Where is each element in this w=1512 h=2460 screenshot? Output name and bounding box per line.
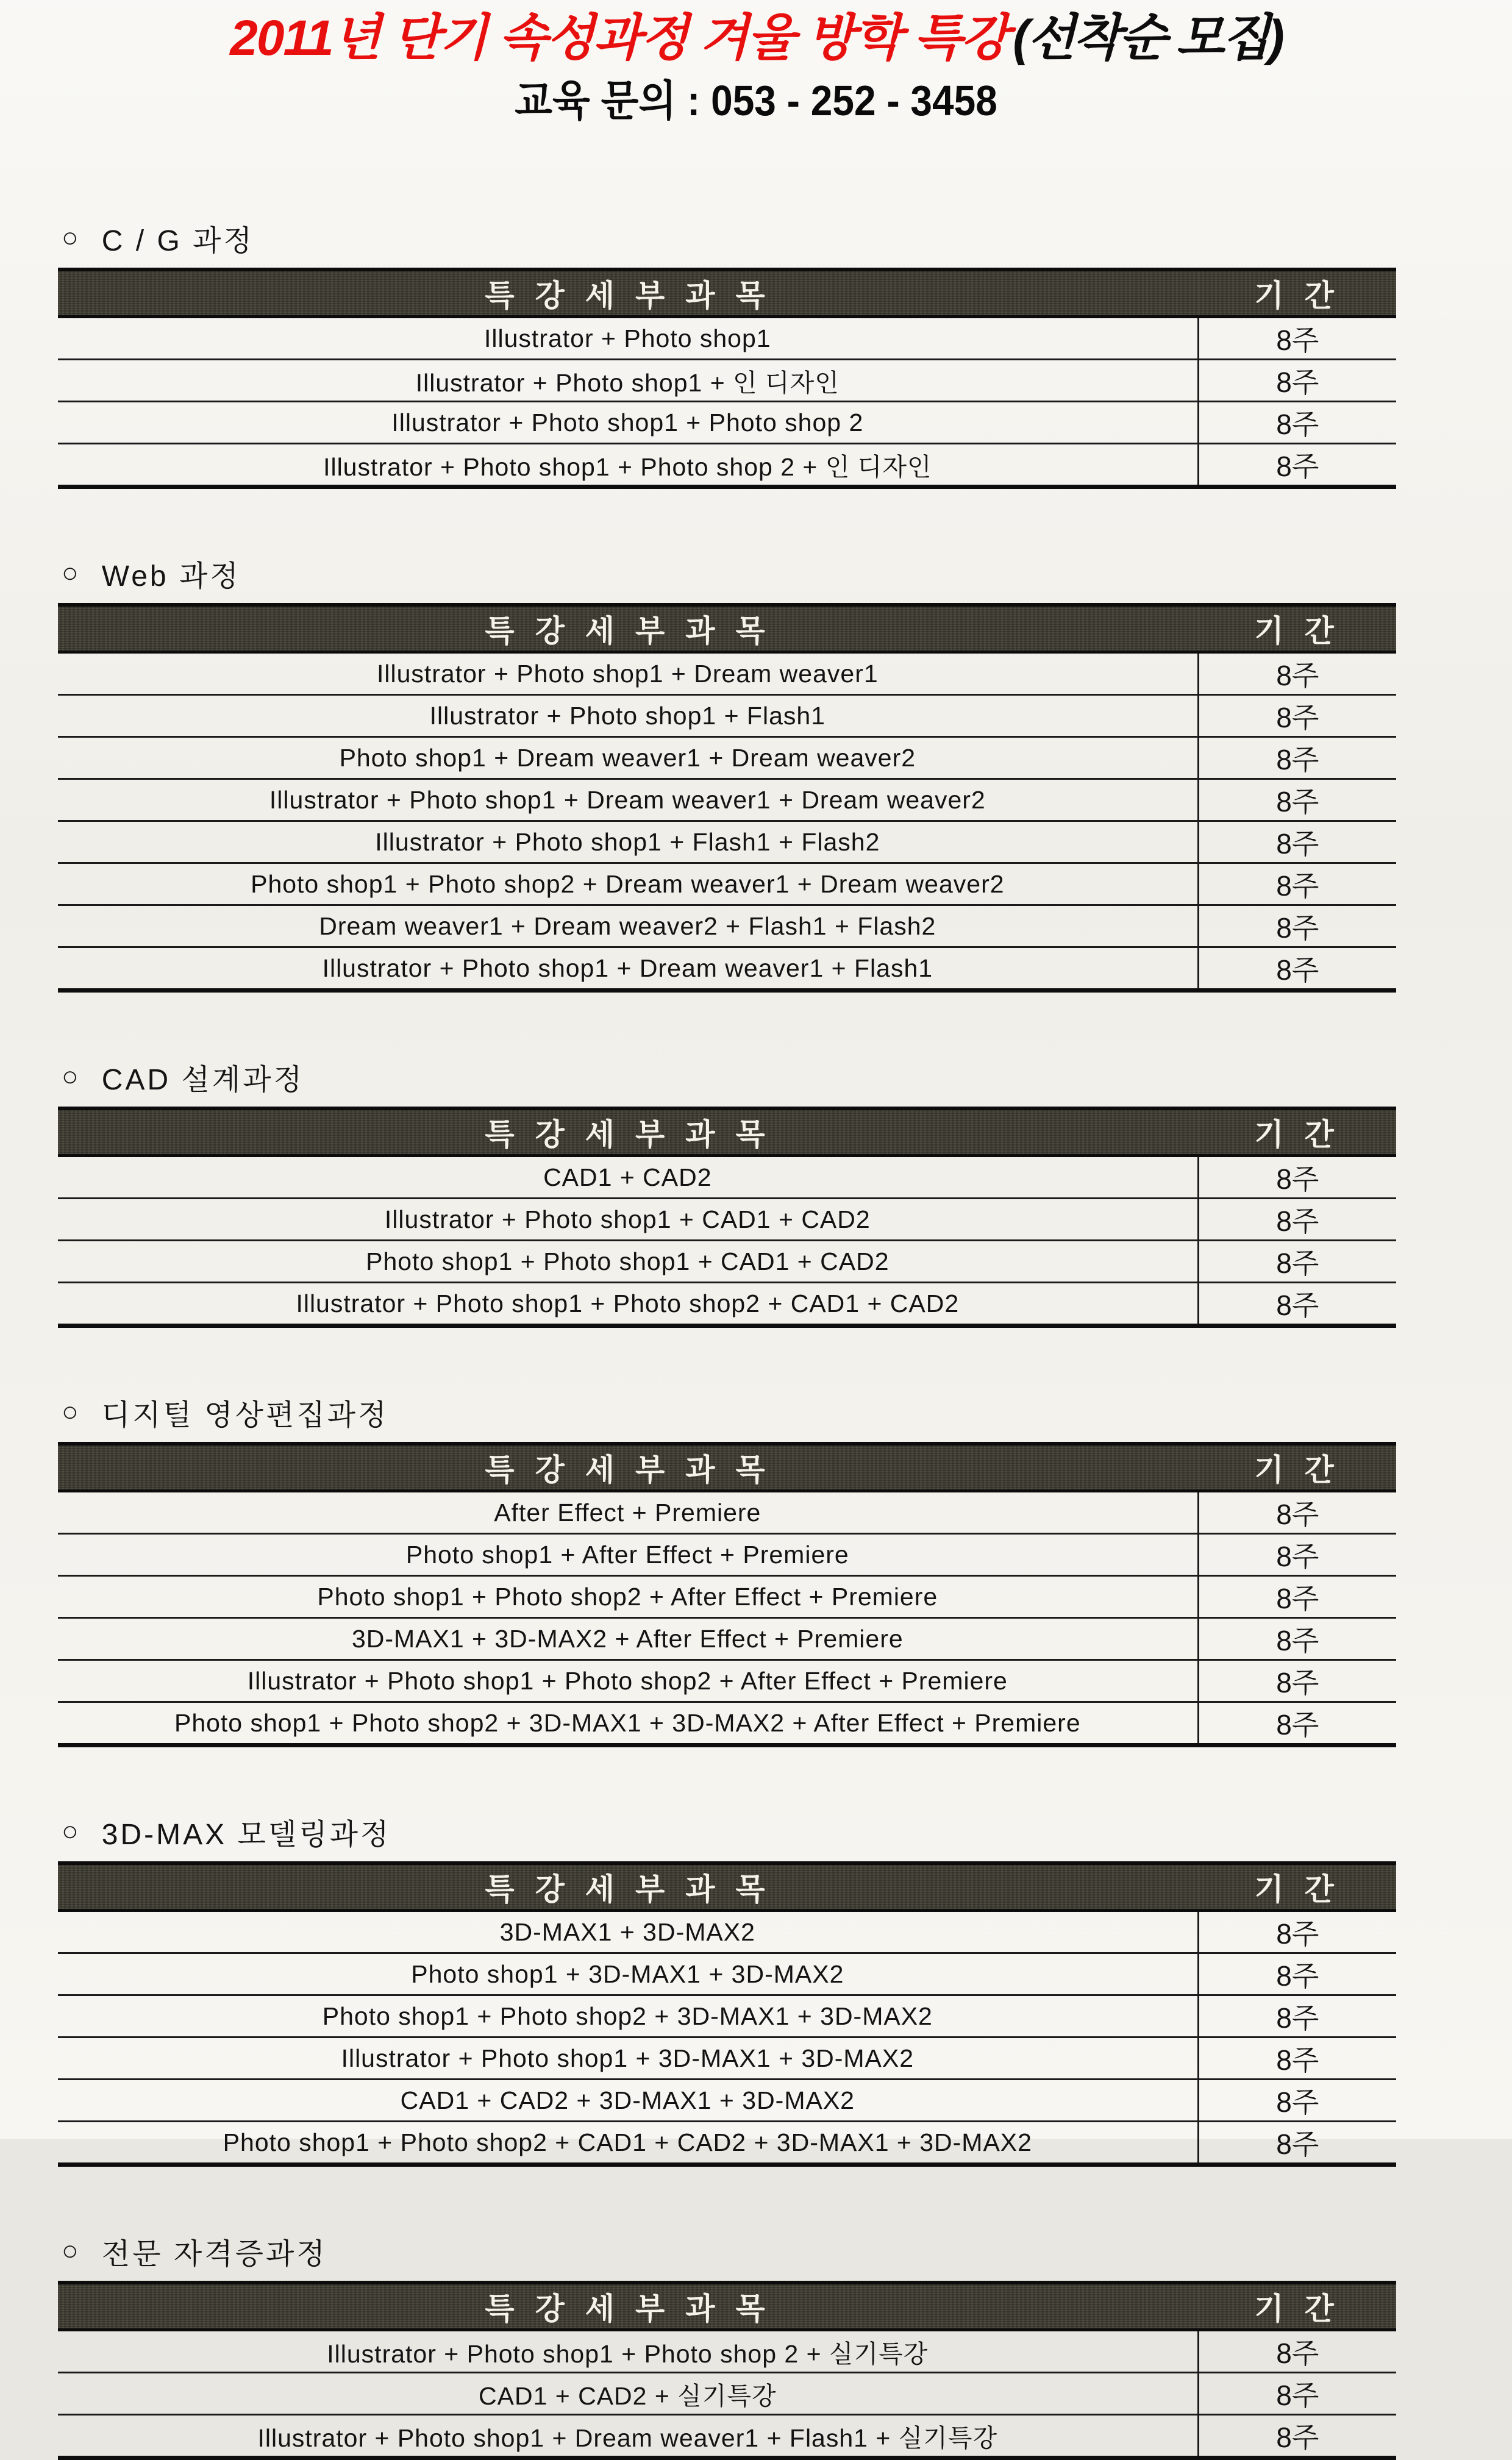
course-section (58, 1391, 1454, 1747)
course-combination-cell: Illustrator + Photo shop1 + Dream weaver1 + Dream weaver2 (58, 779, 1198, 821)
duration-cell: 8주 (1198, 905, 1396, 947)
table-row (58, 1995, 1396, 2038)
course-section (58, 2230, 1454, 2460)
table-row (58, 1491, 1396, 1534)
table-row (58, 905, 1396, 947)
course-table (58, 603, 1396, 993)
course-sections (0, 217, 1454, 2460)
table-row (58, 1241, 1396, 1283)
column-header-subjects: 특 강 세 부 과 목 (58, 605, 1198, 652)
course-combination-cell: Photo shop1 + Photo shop2 + Dream weaver1 + Dream weaver2 (58, 863, 1198, 905)
table-row (58, 695, 1396, 737)
course-combination-cell: Photo shop1 + 3D-MAX1 + 3D-MAX2 (58, 1953, 1198, 1995)
column-header-subjects: 특 강 세 부 과 목 (58, 269, 1198, 317)
course-table (58, 1107, 1396, 1328)
table-row (58, 1156, 1396, 1199)
duration-cell: 8주 (1198, 1995, 1396, 2038)
duration-cell: 8주 (1198, 1576, 1396, 1618)
table-row (58, 2330, 1396, 2373)
course-combination-cell: Photo shop1 + Photo shop2 + After Effect + Premiere (58, 1576, 1198, 1618)
table-body (58, 317, 1396, 487)
table-row (58, 2122, 1396, 2165)
duration-cell: 8주 (1198, 737, 1396, 779)
table-row (58, 1199, 1396, 1241)
table-row (58, 1618, 1396, 1660)
column-header-period: 기 간 (1198, 1863, 1396, 1911)
duration-cell: 8주 (1198, 2122, 1396, 2165)
column-header-subjects: 특 강 세 부 과 목 (58, 1863, 1198, 1911)
section-bullet-icon: ○ (62, 1814, 81, 1847)
duration-cell: 8주 (1198, 821, 1396, 863)
section-bullet-icon: ○ (62, 1395, 81, 1427)
table-row (58, 444, 1396, 487)
course-section (58, 1811, 1454, 2167)
table-row (58, 779, 1396, 821)
duration-cell: 8주 (1198, 1953, 1396, 1995)
duration-cell: 8주 (1198, 402, 1396, 444)
course-combination-cell: Illustrator + Photo shop1 + Photo shop2 + CAD1 + CAD2 (58, 1283, 1198, 1326)
section-bullet-icon: ○ (62, 556, 81, 588)
course-combination-cell: Photo shop1 + Photo shop2 + 3D-MAX1 + 3D-MAX2 (58, 1995, 1198, 2038)
course-table (58, 2281, 1396, 2460)
course-table (58, 1442, 1396, 1747)
course-section (58, 1056, 1454, 1328)
duration-cell: 8주 (1198, 2330, 1396, 2373)
course-combination-cell: Illustrator + Photo shop1 + Flash1 (58, 695, 1198, 737)
duration-cell: 8주 (1198, 947, 1396, 991)
table-row (58, 360, 1396, 402)
duration-cell: 8주 (1198, 1618, 1396, 1660)
table-row (58, 1660, 1396, 1702)
table-row (58, 402, 1396, 444)
course-combination-cell: Photo shop1 + Photo shop2 + 3D-MAX1 + 3D-MAX2 + After Effect + Premiere (58, 1702, 1198, 1745)
table-header-row (58, 269, 1396, 317)
table-row (58, 2373, 1396, 2415)
section-title: Web 과정 (101, 560, 241, 593)
course-combination-cell: Photo shop1 + Photo shop1 + CAD1 + CAD2 (58, 1241, 1198, 1283)
course-combination-cell: Illustrator + Photo shop1 + CAD1 + CAD2 (58, 1199, 1198, 1241)
table-row (58, 1283, 1396, 1326)
course-combination-cell: Illustrator + Photo shop1 + Dream weaver1 + Flash1 + 실기특강 (58, 2415, 1198, 2458)
flyer-header (0, 0, 1512, 126)
column-header-subjects: 특 강 세 부 과 목 (58, 2283, 1198, 2330)
duration-cell: 8주 (1198, 1660, 1396, 1702)
table-row (58, 1534, 1396, 1576)
course-combination-cell: Dream weaver1 + Dream weaver2 + Flash1 + Flash2 (58, 905, 1198, 947)
table-body (58, 652, 1396, 991)
course-table (58, 268, 1396, 489)
table-row (58, 1953, 1396, 1995)
course-combination-cell: Illustrator + Photo shop1 + Dream weaver1 (58, 652, 1198, 695)
duration-cell: 8주 (1198, 652, 1396, 695)
duration-cell: 8주 (1198, 779, 1396, 821)
course-combination-cell: Photo shop1 + Dream weaver1 + Dream weaver2 (58, 737, 1198, 779)
course-section (58, 552, 1454, 993)
table-row (58, 1702, 1396, 1745)
table-row (58, 652, 1396, 695)
column-header-period: 기 간 (1198, 1444, 1396, 1491)
column-header-subjects: 특 강 세 부 과 목 (58, 1444, 1198, 1491)
section-bullet-icon: ○ (62, 2234, 81, 2266)
course-combination-cell: After Effect + Premiere (58, 1491, 1198, 1534)
course-combination-cell: 3D-MAX1 + 3D-MAX2 + After Effect + Premiere (58, 1618, 1198, 1660)
page-title (0, 10, 1512, 67)
table-row (58, 947, 1396, 991)
course-combination-cell: Illustrator + Photo shop1 + Dream weaver1 + Flash1 (58, 947, 1198, 991)
section-bullet-icon: ○ (62, 221, 81, 253)
section-heading (62, 1391, 1454, 1433)
table-row (58, 1911, 1396, 1953)
course-combination-cell: Photo shop1 + After Effect + Premiere (58, 1534, 1198, 1576)
section-bullet-icon: ○ (62, 1060, 81, 1092)
duration-cell: 8주 (1198, 1199, 1396, 1241)
duration-cell: 8주 (1198, 2415, 1396, 2458)
column-header-period: 기 간 (1198, 605, 1396, 652)
course-combination-cell: Illustrator + Photo shop1 + Photo shop 2 + 인 디자인 (58, 444, 1198, 487)
section-title: 3D-MAX 모델링과정 (101, 1819, 391, 1852)
course-combination-cell: CAD1 + CAD2 (58, 1156, 1198, 1199)
table-body (58, 1491, 1396, 1745)
duration-cell: 8주 (1198, 1702, 1396, 1745)
section-heading (62, 217, 1454, 259)
column-header-period: 기 간 (1198, 2283, 1396, 2330)
section-heading (62, 1811, 1454, 1853)
section-heading (62, 552, 1454, 594)
page-title-main: 2011년 단기 속성과정 겨울 방학 특강 (230, 10, 1008, 66)
course-combination-cell: 3D-MAX1 + 3D-MAX2 (58, 1911, 1198, 1953)
table-body (58, 1156, 1396, 1326)
duration-cell: 8주 (1198, 1491, 1396, 1534)
table-row (58, 737, 1396, 779)
section-title: 디지털 영상편집과정 (101, 1399, 389, 1432)
table-body (58, 1911, 1396, 2165)
course-combination-cell: Illustrator + Photo shop1 + Photo shop 2 + 실기특강 (58, 2330, 1198, 2373)
page-title-note: (선착순 모집) (1013, 10, 1282, 66)
course-combination-cell: Illustrator + Photo shop1 + Flash1 + Flash2 (58, 821, 1198, 863)
course-combination-cell: CAD1 + CAD2 + 3D-MAX1 + 3D-MAX2 (58, 2080, 1198, 2122)
column-header-period: 기 간 (1198, 1108, 1396, 1156)
column-header-subjects: 특 강 세 부 과 목 (58, 1108, 1198, 1156)
duration-cell: 8주 (1198, 1283, 1396, 1326)
course-combination-cell: Illustrator + Photo shop1 (58, 317, 1198, 360)
course-combination-cell: Illustrator + Photo shop1 + 인 디자인 (58, 360, 1198, 402)
section-title: C / G 과정 (101, 225, 254, 258)
course-section (58, 217, 1454, 489)
table-header-row (58, 2283, 1396, 2330)
course-combination-cell: Photo shop1 + Photo shop2 + CAD1 + CAD2 + 3D-MAX1 + 3D-MAX2 (58, 2122, 1198, 2165)
section-title: 전문 자격증과정 (101, 2238, 327, 2271)
course-combination-cell: Illustrator + Photo shop1 + Photo shop 2 (58, 402, 1198, 444)
table-header-row (58, 1444, 1396, 1491)
column-header-period: 기 간 (1198, 269, 1396, 317)
table-row (58, 821, 1396, 863)
duration-cell: 8주 (1198, 2038, 1396, 2080)
duration-cell: 8주 (1198, 444, 1396, 487)
table-row (58, 317, 1396, 360)
course-combination-cell: Illustrator + Photo shop1 + 3D-MAX1 + 3D-MAX2 (58, 2038, 1198, 2080)
section-heading (62, 2230, 1454, 2272)
course-combination-cell: CAD1 + CAD2 + 실기특강 (58, 2373, 1198, 2415)
duration-cell: 8주 (1198, 1911, 1396, 1953)
table-header-row (58, 1863, 1396, 1911)
duration-cell: 8주 (1198, 2080, 1396, 2122)
course-combination-cell: Illustrator + Photo shop1 + Photo shop2 + After Effect + Premiere (58, 1660, 1198, 1702)
duration-cell: 8주 (1198, 695, 1396, 737)
duration-cell: 8주 (1198, 1156, 1396, 1199)
duration-cell: 8주 (1198, 863, 1396, 905)
duration-cell: 8주 (1198, 317, 1396, 360)
duration-cell: 8주 (1198, 1534, 1396, 1576)
table-row (58, 2080, 1396, 2122)
duration-cell: 8주 (1198, 1241, 1396, 1283)
course-table (58, 1861, 1396, 2167)
duration-cell: 8주 (1198, 2373, 1396, 2415)
duration-cell: 8주 (1198, 360, 1396, 402)
section-heading (62, 1056, 1454, 1098)
table-header-row (58, 1108, 1396, 1156)
table-row (58, 863, 1396, 905)
table-row (58, 2038, 1396, 2080)
table-body (58, 2330, 1396, 2458)
table-header-row (58, 605, 1396, 652)
contact-phone-line: 교육 문의 : 053 - 252 - 3458 (515, 77, 997, 125)
table-row (58, 2415, 1396, 2458)
section-title: CAD 설계과정 (101, 1064, 304, 1097)
table-row (58, 1576, 1396, 1618)
